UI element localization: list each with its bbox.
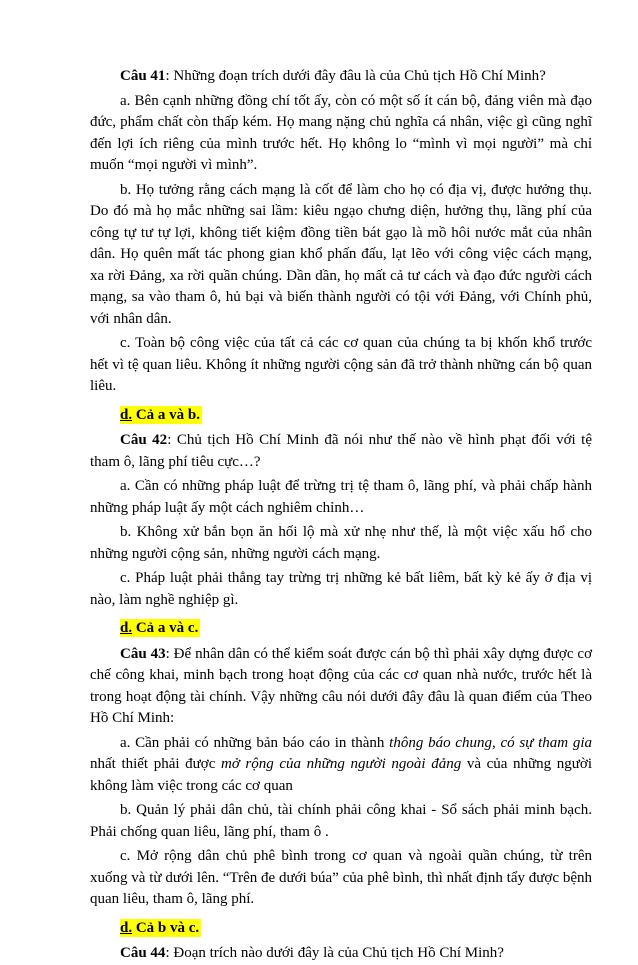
highlighted-answer [120,406,202,424]
option-a [90,733,592,798]
question-label: Câu 42 [120,432,168,448]
option-text: a. Cần phải có những bản báo cáo in thành [120,734,390,751]
option-b: b. Họ tưởng rằng cách mạng là cốt để làm cho họ có địa vị, được hưởng thụ. Do đó mà họ mắc những sai lầm: kiêu ngạo chưng diện, hưởng thụ, lãng phí của công tự tư tự lợi, không tiết kiệm đồng tiền bát gạo là mồ hôi nước mắt của nhân dân. Họ quên mất tác phong gian khổ phấn đấu, lạt lẽo với công việc cách mạng, xa rời Đảng, xa rời quần chúng. Dần dần, họ mất cả tư cách và đạo đức người cách mạng, sa vào tham ô, hủ bại và biến thành người có tội với Đảng, với Chính phủ, với nhân dân. [90,181,592,327]
question-42 [90,430,592,473]
answer-41 [90,405,592,427]
question-label: Câu 44 [120,945,166,961]
answer-42 [90,618,592,640]
question-41 [90,66,592,88]
question-text: : Chủ tịch Hồ Chí Minh đã nói như thế nào về hình phạt đối với tệ tham ô, lãng phí tiêu cực…? [90,432,592,470]
option-c: c. Mở rộng dân chủ phê bình trong cơ quan và ngoài quần chúng, từ trên xuống và từ dưới lên. “Trên đe dưới búa” của phê bình, thì nhất định tẩy được bệnh quan liêu, tham ô, lãng phí. [90,848,592,907]
answer-text: Cả a và c. [132,620,199,636]
option-b: b. Không xử bắn bọn ăn hối lộ mà xử nhẹ như thế, là một việc xấu hổ cho những người cộng sản, những người cách mạng. [90,524,592,562]
question-text: : Những đoạn trích dưới đây đâu là của Chủ tịch Hồ Chí Minh? [165,68,546,84]
question-44 [90,943,592,965]
answer-letter: d. [120,620,133,636]
highlighted-answer [120,619,200,637]
option-a: a. Cần có những pháp luật để trừng trị tệ tham ô, lãng phí, và phải chấp hành những pháp luật ấy một cách nghiêm chỉnh… [90,478,592,516]
question-43 [90,644,592,730]
option-c: c. Toàn bộ công việc của tất cả các cơ quan của chúng ta bị khốn khổ trước hết vì tệ quan liêu. Không ít những người cộng sản đã trở thành những cán bộ quan liêu. [90,335,592,394]
option-text: nhất thiết phải được [90,756,221,772]
option-text: và của những người không làm việc trong các cơ quan [90,756,592,794]
question-label: Câu 41 [120,68,166,84]
italic-phrase: thông báo chung [389,734,492,751]
question-label: Câu 43 [120,645,166,662]
option-b: b. Quản lý phải dân chủ, tài chính phải công khai - Sổ sách phải minh bạch. Phải chống quan liêu, lãng phí, tham ô . [90,802,592,840]
answer-text: Cả b và c. [132,919,200,936]
option-c: c. Pháp luật phải thẳng tay trừng trị những kẻ bất liêm, bất kỳ kẻ ấy ở địa vị nào, làm nghề nghiệp gì. [90,570,592,608]
question-text: : Để nhân dân có thể kiểm soát được cán bộ thì phải xây dựng được cơ chế công khai, minh bạch trong hoạt động của các cơ quan nhà nước, trước hết là trong hoạt động tài chính. Vậy những câu nói dưới đây đâu là quan điểm của Theo Hồ Chí Minh: [90,645,592,726]
answer-letter: d. [120,919,133,936]
question-text: : Đoạn trích nào dưới đây là của Chủ tịch Hồ Chí Minh? [165,945,504,961]
italic-phrase: mở rộng của những người ngoài đảng [220,756,462,772]
answer-text: Cả a và b. [132,406,201,423]
option-text: , [491,734,501,751]
answer-letter: d. [120,406,133,423]
highlighted-answer [120,919,201,937]
option-a: a. Bên cạnh những đồng chí tốt ấy, còn có một số ít cán bộ, đảng viên mà đạo đức, phẩm chất còn thấp kém. Họ mang nặng chủ nghĩa cá nhân, việc gì cũng nghĩ đến lợi ích riêng của mình trước hết. Họ không lo “mình vì mọi người” mà chỉ muốn “mọi người vì mình”. [90,92,592,173]
answer-43 [90,918,592,940]
italic-phrase: có sự tham gia [500,734,593,751]
